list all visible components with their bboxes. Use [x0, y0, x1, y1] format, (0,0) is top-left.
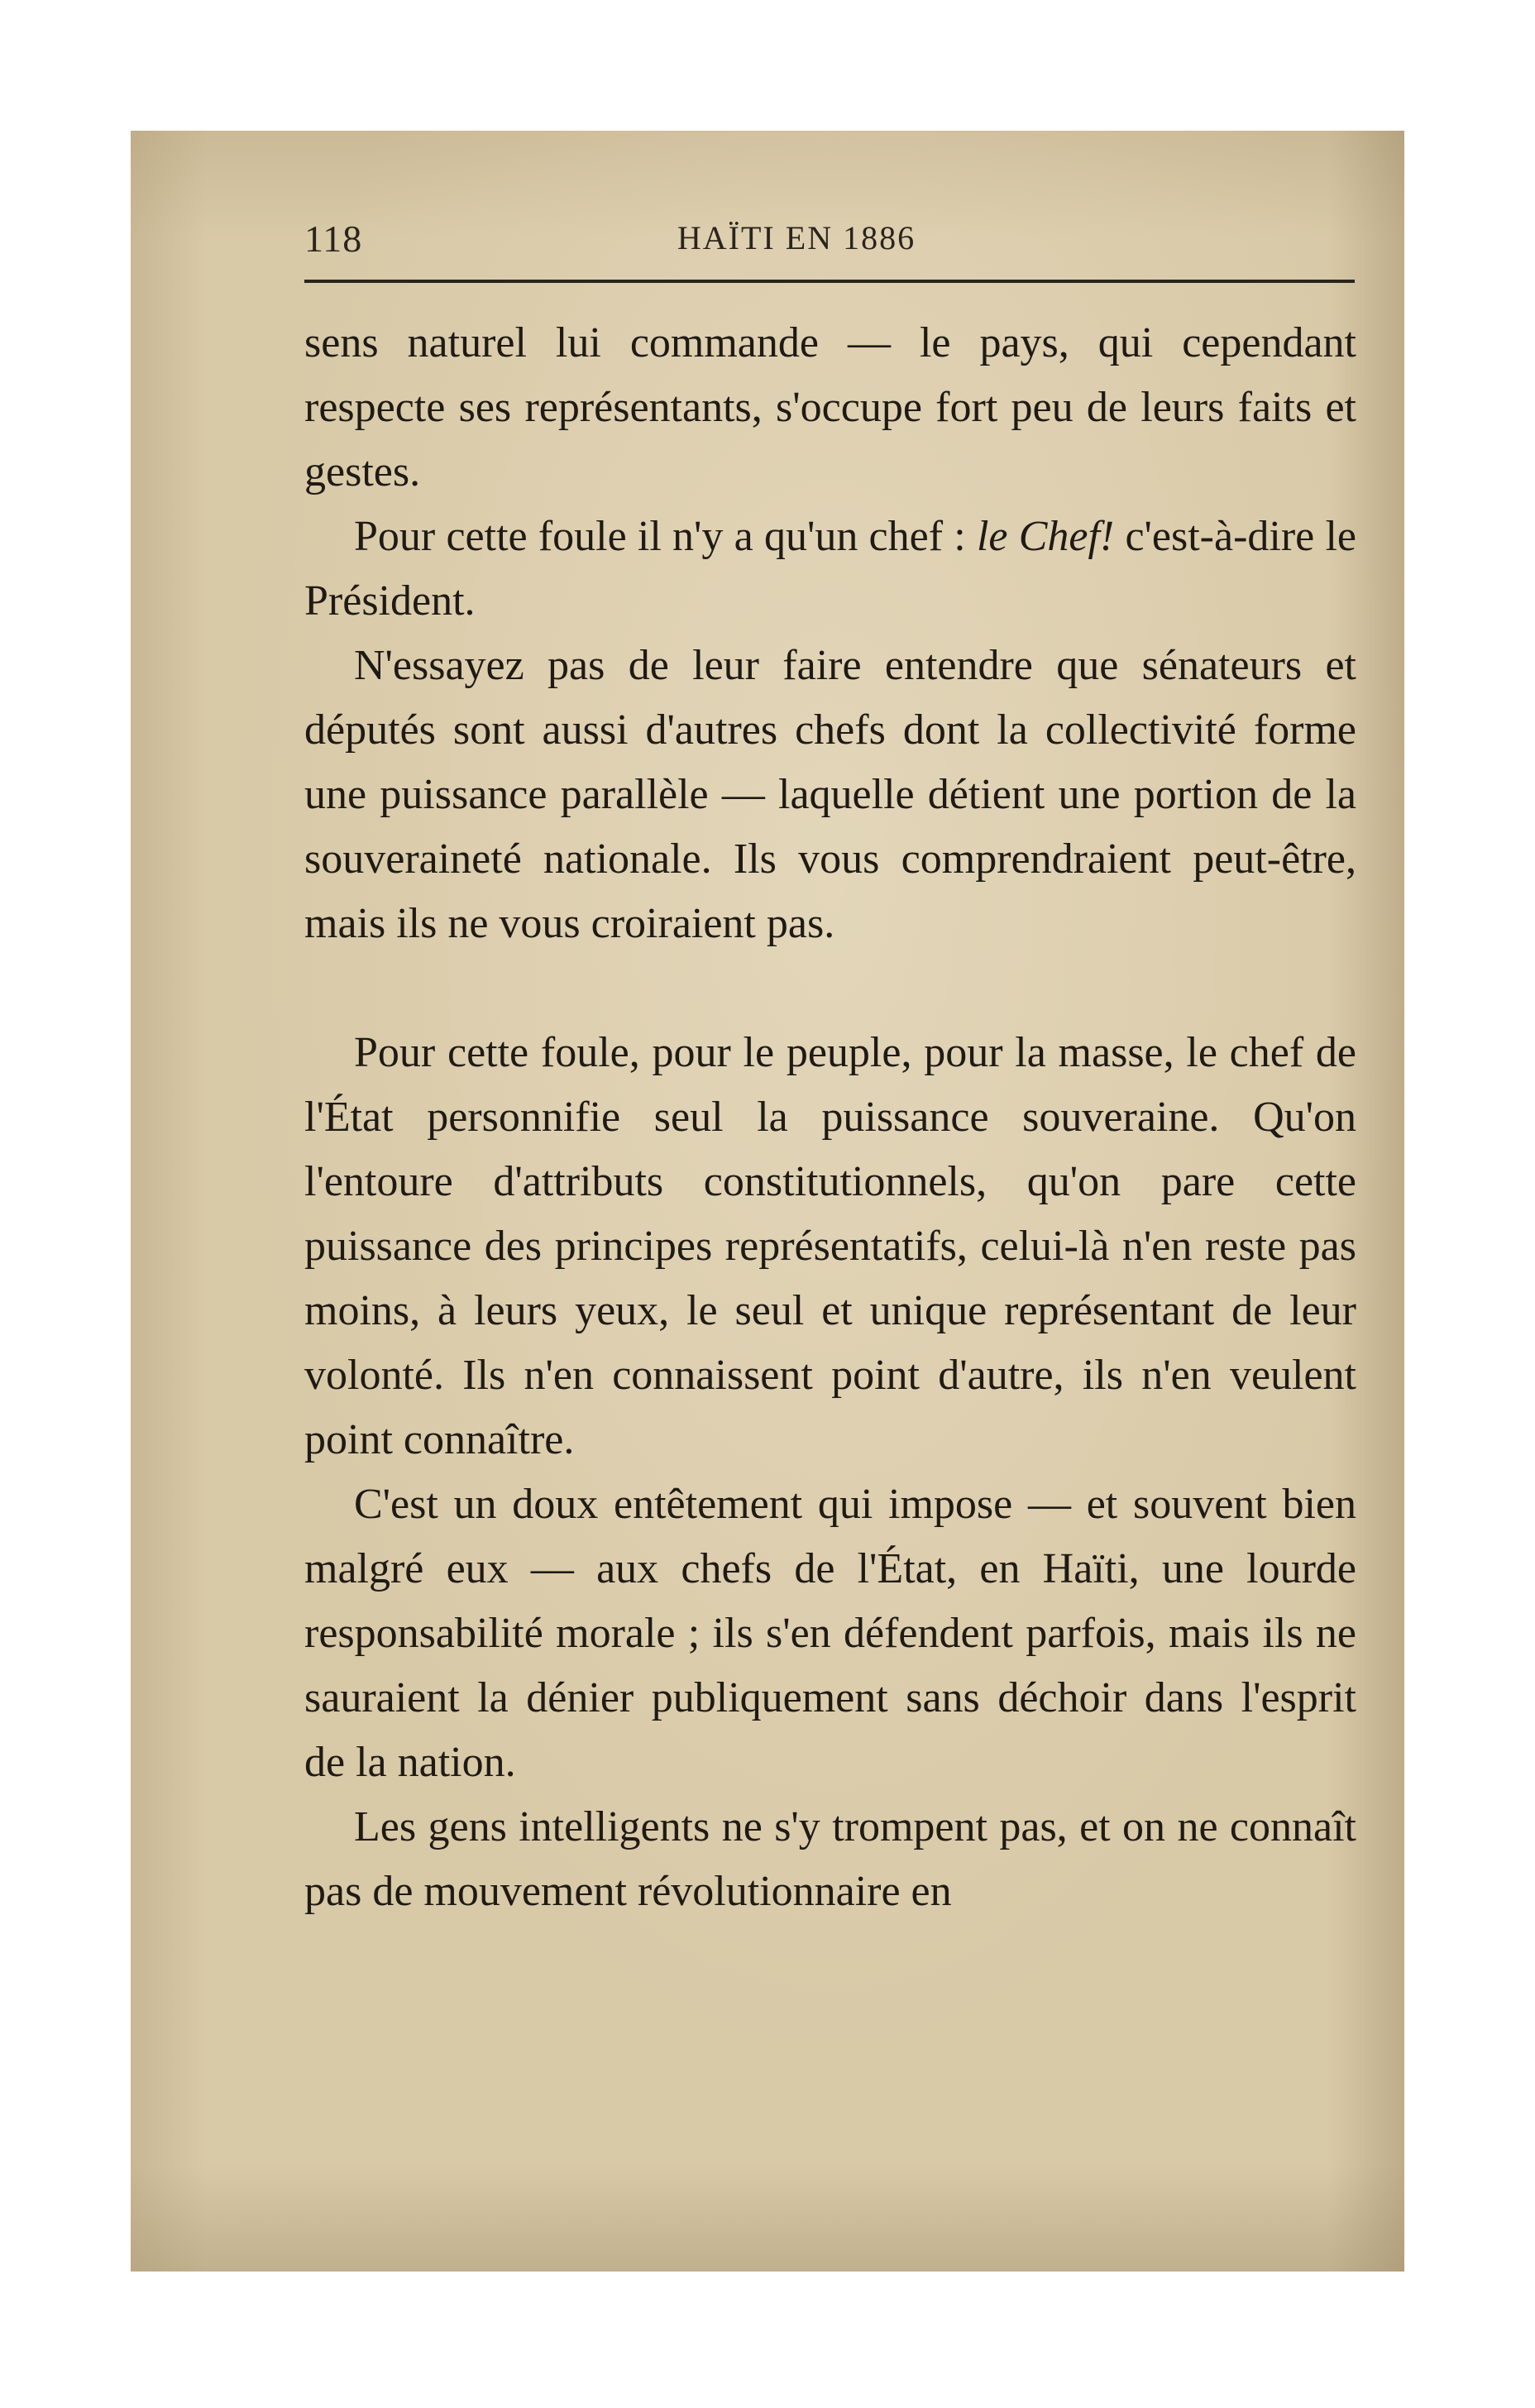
body-text [304, 311, 1356, 1924]
paragraph-senateurs: N'essayez pas de leur faire entendre que sénateurs et députés sont aussi d'autres chefs dont la collectivité forme une puissance parallèle — laquelle détient une portion de la souveraineté nationale. Ils vous comprendraient peut-être, mais ils ne vous croiraient pas. [304, 642, 1356, 947]
running-title: HAÏTI EN 1886 [677, 219, 916, 256]
paragraph-entetement: C'est un doux entêtement qui impose — et souvent bien malgré eux — aux chefs de l'État, en Haïti, une lourde responsabilité morale ; ils s'en défendent parfois, mais ils ne sauraient la dénier publiquement sans déchoir dans l'esprit de la nation. [304, 1481, 1356, 1786]
paragraph-foule: Pour cette foule, pour le peuple, pour la masse, le chef de l'État personnifie seul la puissance souveraine. Qu'on l'entoure d'attributs constitutionnels, qu'on pare cette puissance des principes représentatifs, celui-là n'en reste pas moins, à leurs yeux, le seul et unique représentant de leur volonté. Ils n'en connaissent point d'autre, ils n'en veulent point connaître. [304, 1029, 1356, 1463]
header-rule [304, 280, 1355, 283]
paragraph-text: c'est-à-dire le Président. [304, 513, 1356, 625]
book-page [131, 131, 1404, 2272]
paragraph-gens-intelligents: Les gens intelligents ne s'y trompent pas, et on ne connaît pas de mouvement révolutionnaire en [304, 1803, 1356, 1915]
paragraph-continuation: sens naturel lui commande — le pays, qui cependant respecte ses représentants, s'occupe fort peu de leurs faits et gestes. [304, 319, 1356, 495]
page-number: 118 [304, 218, 363, 260]
paragraph-le-chef [304, 505, 1356, 634]
paragraph-text: Pour cette foule il n'y a qu'un chef : [354, 513, 977, 560]
running-header [304, 213, 1289, 271]
emphasis-le-chef: le Chef! [976, 513, 1115, 560]
